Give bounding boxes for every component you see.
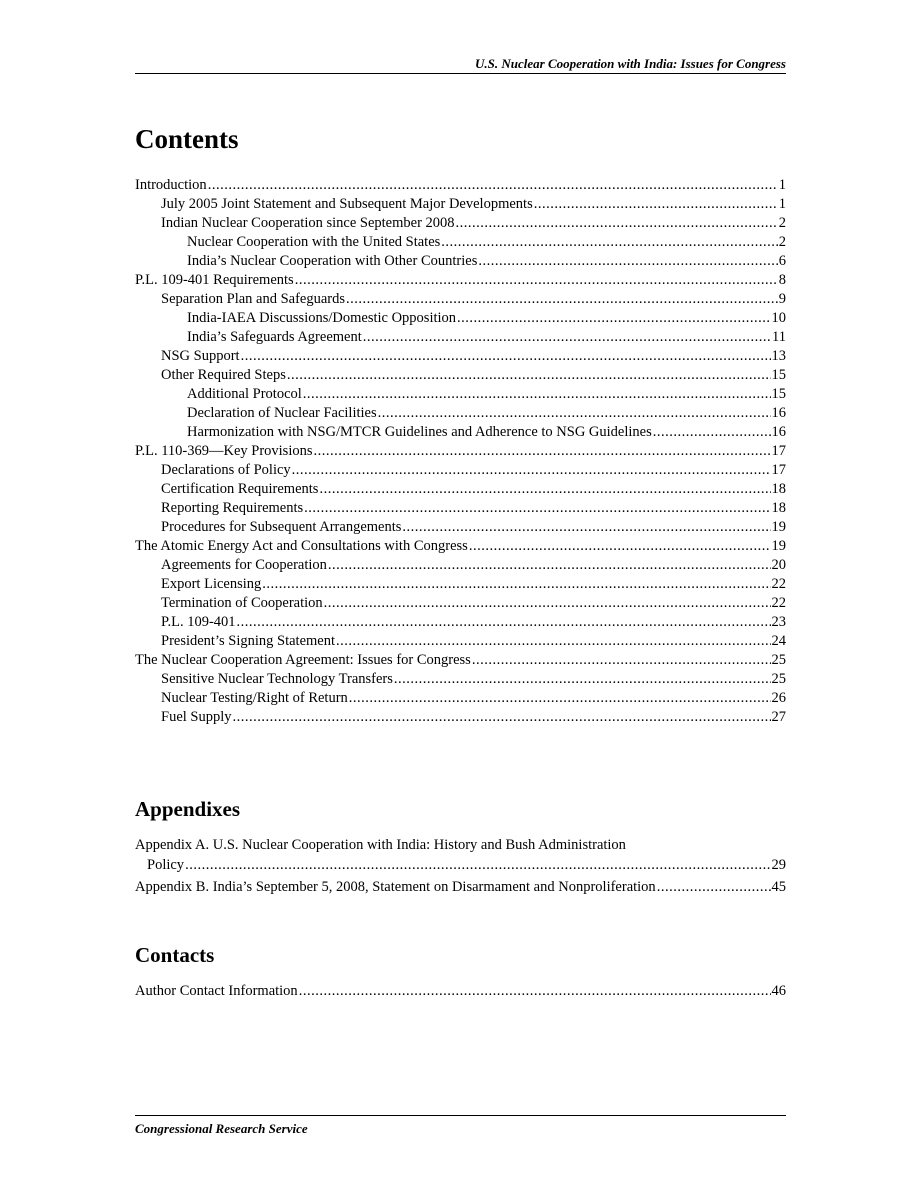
toc-entry-page: 11	[772, 329, 786, 345]
toc-entry-title: Termination of Cooperation	[161, 595, 323, 611]
running-header: U.S. Nuclear Cooperation with India: Issues for Congress	[475, 56, 786, 71]
toc-entry[interactable]	[135, 461, 786, 480]
toc-entry-page: 25	[771, 652, 786, 668]
running-footer: Congressional Research Service	[135, 1121, 308, 1136]
toc-entry-title: P.L. 109-401	[161, 614, 236, 630]
toc-entry-page: 16	[771, 405, 786, 421]
toc-entry-title: Procedures for Subsequent Arrangements	[161, 519, 402, 535]
toc-entry[interactable]	[135, 195, 786, 214]
toc-entry-page: 2	[778, 215, 786, 231]
toc-entry-page: 16	[771, 424, 786, 440]
toc-entry[interactable]	[135, 499, 786, 518]
toc-entry[interactable]	[135, 982, 786, 1001]
toc-entry-page: 19	[771, 519, 786, 535]
toc-entry-page: 45	[771, 879, 786, 895]
toc-entry-title: India-IAEA Discussions/Domestic Opposition	[187, 310, 457, 326]
toc-entry[interactable]	[135, 480, 786, 499]
toc-entry-page: 26	[771, 690, 786, 706]
toc-entry[interactable]	[135, 518, 786, 537]
toc-entry-title: President’s Signing Statement	[161, 633, 335, 649]
toc-entry[interactable]	[135, 385, 786, 404]
toc-entry-page: 46	[771, 983, 786, 999]
toc-entry-title: Additional Protocol	[187, 386, 302, 402]
contents-list	[135, 176, 786, 727]
toc-entry-page: 18	[771, 481, 786, 497]
toc-entry-title: Separation Plan and Safeguards	[161, 291, 346, 307]
toc-entry-page: 25	[771, 671, 786, 687]
toc-entry-title: The Nuclear Cooperation Agreement: Issues for Congress	[135, 652, 471, 668]
toc-entry-title: Author Contact Information	[135, 983, 298, 999]
toc-entry[interactable]	[135, 366, 786, 385]
toc-entry-title: Sensitive Nuclear Technology Transfers	[161, 671, 393, 687]
toc-entry-page: 1	[778, 177, 786, 193]
toc-entry[interactable]	[135, 176, 786, 195]
toc-entry-page: 9	[778, 291, 786, 307]
toc-entry-page: 2	[778, 234, 786, 250]
toc-entry[interactable]	[135, 594, 786, 613]
toc-entry-page: 18	[771, 500, 786, 516]
toc-entry-title: Harmonization with NSG/MTCR Guidelines and Adherence to NSG Guidelines	[187, 424, 652, 440]
toc-entry-page: 19	[771, 538, 786, 554]
toc-entry-title: Appendix A. U.S. Nuclear Cooperation with India: History and Bush Administration	[135, 837, 626, 853]
toc-entry-title: P.L. 110-369—Key Provisions	[135, 443, 313, 459]
toc-entry[interactable]	[135, 442, 786, 461]
toc-entry-page: 22	[771, 595, 786, 611]
toc-entry-title: Appendix B. India’s September 5, 2008, Statement on Disarmament and Nonproliferation	[135, 879, 656, 895]
toc-entry-title: Declarations of Policy	[161, 462, 291, 478]
toc-entry-page: 17	[771, 443, 786, 459]
toc-entry-title: Certification Requirements	[161, 481, 319, 497]
contacts-list	[135, 982, 786, 1001]
toc-entry-title: Declaration of Nuclear Facilities	[187, 405, 377, 421]
header-divider	[135, 73, 786, 74]
toc-entry[interactable]	[135, 423, 786, 442]
toc-entry[interactable]	[135, 708, 786, 727]
toc-entry[interactable]	[135, 556, 786, 575]
toc-entry[interactable]	[135, 347, 786, 366]
toc-entry-page: 29	[771, 857, 786, 873]
toc-entry-page: 10	[771, 310, 786, 326]
toc-entry[interactable]	[135, 670, 786, 689]
toc-entry-page: 20	[771, 557, 786, 573]
toc-entry-page: 15	[771, 367, 786, 383]
toc-entry-page: 15	[771, 386, 786, 402]
appendixes-heading: Appendixes	[135, 797, 241, 821]
toc-entry-title: P.L. 109-401 Requirements	[135, 272, 294, 288]
toc-entry-title: Indian Nuclear Cooperation since September 2008	[161, 215, 455, 231]
toc-entry-page: 27	[771, 709, 786, 725]
toc-entry-page: 1	[778, 196, 786, 212]
toc-entry[interactable]	[135, 252, 786, 271]
toc-entry-page: 23	[771, 614, 786, 630]
toc-entry-page: 6	[778, 253, 786, 269]
toc-entry[interactable]	[135, 836, 786, 856]
toc-entry-page: 13	[771, 348, 786, 364]
toc-entry-page: 24	[771, 633, 786, 649]
toc-entry[interactable]	[135, 575, 786, 594]
toc-entry[interactable]	[135, 632, 786, 651]
toc-entry[interactable]	[135, 271, 786, 290]
toc-entry-title: July 2005 Joint Statement and Subsequent Major Developments	[161, 196, 533, 212]
toc-entry-continuation[interactable]	[135, 856, 786, 875]
toc-entry-title: Nuclear Cooperation with the United States	[187, 234, 441, 250]
toc-entry-title: India’s Safeguards Agreement	[187, 329, 362, 345]
toc-entry[interactable]	[135, 328, 786, 347]
toc-entry[interactable]	[135, 537, 786, 556]
toc-entry-title: NSG Support	[161, 348, 240, 364]
toc-entry-title: Reporting Requirements	[161, 500, 304, 516]
toc-entry-title: Export Licensing	[161, 576, 262, 592]
toc-entry[interactable]	[135, 214, 786, 233]
toc-entry-page: 8	[778, 272, 786, 288]
toc-entry-title: Policy	[147, 857, 185, 873]
toc-entry[interactable]	[135, 689, 786, 708]
toc-entry-title: Other Required Steps	[161, 367, 286, 383]
toc-entry-title: India’s Nuclear Cooperation with Other Countries	[187, 253, 478, 269]
toc-entry-title: Nuclear Testing/Right of Return	[161, 690, 348, 706]
toc-entry-title: The Atomic Energy Act and Consultations with Congress	[135, 538, 468, 554]
toc-entry[interactable]	[135, 651, 786, 670]
toc-entry[interactable]	[135, 613, 786, 632]
footer-divider	[135, 1115, 786, 1116]
contacts-heading: Contacts	[135, 943, 215, 967]
toc-entry-title: Fuel Supply	[161, 709, 232, 725]
toc-entry[interactable]	[135, 404, 786, 423]
toc-entry-title: Agreements for Cooperation	[161, 557, 327, 573]
toc-entry[interactable]	[135, 233, 786, 252]
toc-entry-page: 17	[771, 462, 786, 478]
appendixes-list	[135, 836, 786, 897]
toc-entry-page: 22	[771, 576, 786, 592]
toc-entry-title: Introduction	[135, 177, 207, 193]
contents-heading: Contents	[135, 124, 239, 154]
toc-entry[interactable]	[135, 309, 786, 328]
toc-entry[interactable]	[135, 290, 786, 309]
toc-entry[interactable]	[135, 878, 786, 897]
